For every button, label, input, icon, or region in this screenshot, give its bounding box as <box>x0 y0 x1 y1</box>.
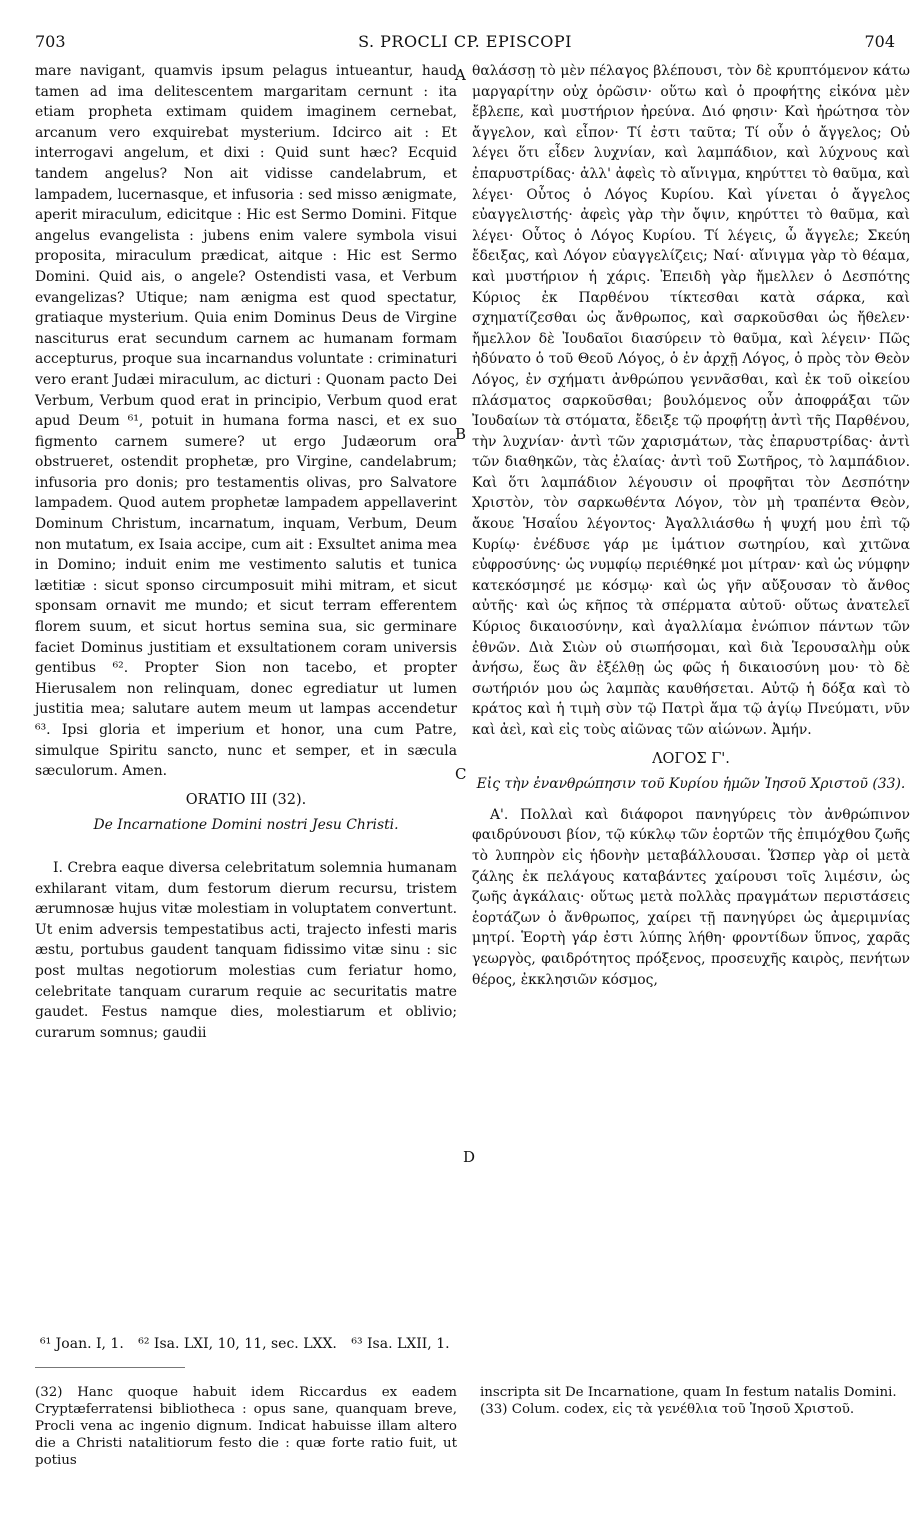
margin-letter-c: C <box>455 765 467 783</box>
scripture-footnotes <box>40 1336 900 1352</box>
greek-oration-title: ΛΟΓΟΣ Γ'. <box>652 750 730 767</box>
page-header <box>35 32 895 56</box>
latin-paragraph: mare navigant, quamvis ipsum pelagus intueantur, haud tamen ad ima delitescentem margaritam cernunt : ita etiam propheta extimam quidem imaginem cernebat, arcanum vero exquirebat mysterium. Idcirco ait : Et interrogavi angelum, et dixi : Quid sunt hæc? Ecquid tandem angelus? Non ait vidisse candelabrum, et lampadem, lucernasque, et infusoria : sed misso ænigmate, aperit miraculum, edicitque : Hic est Sermo Domini. Fitque angelus evangelista : jubens enim valere symbola visui proposita, miraculum prædicat, aitque : Hic est Sermo Domini. Quid ais, o angele? Ostendisti vasa, et Verbum evangelizas? Utique; nam ænigma est quod spectatur, gratiaque mysterium. Quia enim Dominus Deus de Virgine nasciturus erat secundum carnem ac humanam formam accepturus, proque sua incarnandus voluntate : criminaturi vero erant Judæi miraculum, ac dicturi : Quonam pacto Dei Verbum, Verbum quod erat in principio, Verbum quod erat apud Deum ⁶¹, potuit in humana forma nasci, et ex suo figmento carnem sumere? ut ergo Judæorum ora obstrueret, ostendit prophetæ, pro Virgine, candelabrum; infusoria pro donis; pro testamentis olivas, pro Salvatore lampadem. Quod autem prophetæ lampadem appellaverint Dominum Christum, incarnatum, inquam, Verbum, Deum non mutatum, ex Isaia accipe, cum ait : Exsultet anima mea in Domino; induit enim me vestimento salutis et tunica lætitiæ : sicut sponso circumposuit mihi mitram, et sicut sponsam ornavit me mundo; et sicut terram efferentem florem suum, et sicut hortus semina sua, sic germinare faciet Dominus justitiam et exsultationem coram universis gentibus ⁶². Propter Sion non tacebo, et propter Hierusalem non relinquam, donec egrediatur ut lumen justitia mea; salutare autem meum ut lampas accendetur ⁶³. Ipsi gloria et imperium et honor, una cum Patre, simulque Spiritu sancto, nunc et semper, et in sæcula sæculorum. Amen. <box>35 63 457 780</box>
margin-letter-a: A <box>455 66 466 84</box>
footnote: ⁶³ Isa. LXII, 1. <box>351 1336 450 1352</box>
right-page-number: 704 <box>864 32 895 51</box>
greek-column <box>472 61 910 990</box>
notes-divider <box>35 1367 185 1368</box>
latin-column <box>35 61 457 1043</box>
left-page-number: 703 <box>35 32 66 51</box>
greek-paragraph: θαλάσσῃ τὸ μὲν πέλαγος βλέπουσι, τὸν δὲ κρυπτόμενον κάτω μαργαρίτην οὐχ ὁρῶσιν· οὕτω καὶ ὁ προφήτης εἰκόνα μὲν ἔβλεπε, καὶ μυστήριον ἠρεύνα. Διό φησιν· Καὶ ἠρώτησα τὸν ἄγγελον, καὶ εἶπον· Τί ἐστι ταῦτα; Τί οὖν ὁ ἄγγελος; Οὐ λέγει ὅτι εἶδεν λυχνίαν, καὶ λαμπάδιον, καὶ λύχνους καὶ ἐπαρυστρίδας· ἀλλ' ἀφεὶς τὸ αἴνιγμα, κηρύττει τὸ θαῦμα, καὶ λέγει· Οὗτος ὁ Λόγος Κυρίου. Καὶ γίνεται ὁ ἄγγελος εὐαγγελιστής· ἀφεὶς γὰρ τὴν ὄψιν, κηρύττει τὸ θαῦμα, καὶ λέγει· Οὗτος ὁ Λόγος Κυρίου. Τί λέγεις, ὦ ἄγγελε; Σκεύη ἔδειξας, καὶ Λόγον εὐαγγελίζεις; Ναί· αἴνιγμα γὰρ τὸ θέαμα, καὶ μυστήριον ἡ χάρις. Ἐπειδὴ γὰρ ἤμελλεν ὁ Δεσπότης Κύριος ἐκ Παρθένου τίκτεσθαι κατὰ σάρκα, καὶ σχηματίζεσθαι ὡς ἄνθρωπος, καὶ σαρκοῦσθαι ὡς ἤθελεν· ἤμελλον δὲ Ἰουδαῖοι διασύρειν τὸ θαῦμα, καὶ λέγειν· Πῶς ἠδύνατο ὁ τοῦ Θεοῦ Λόγος, ὁ ἐν ἀρχῇ Λόγος, ὁ πρὸς τὸν Θεὸν Λόγος, ἐν σχήματι ἀνθρώπου γεννᾶσθαι, καὶ ἐκ τοῦ οἰκείου πλάσματος σαρκοῦσθαι; βουλόμενος οὖν ἀποφράξαι τῶν Ἰουδαίων τὰ στόματα, ἔδειξε τῷ προφήτῃ ἀντὶ τῆς Παρθένου, τὴν λυχνίαν· ἀντὶ τῶν χαρισμάτων, τὰς ἐπαρυστρίδας· ἀντὶ τῶν διαθηκῶν, τὰς ἐλαίας· ἀντὶ τοῦ Σωτῆρος, τὸ λαμπάδιον. Καὶ ὅτι λαμπάδιον λέγουσιν οἱ προφῆται τὸν Δεσπότην Χριστὸν, τὸν σαρκωθέντα Λόγον, τὸν μὴ τραπέντα Θεὸν, ἄκουε Ἡσαΐου λέγοντος· Ἀγαλλιάσθω ἡ ψυχή μου ἐπὶ τῷ Κυρίῳ· ἐνέδυσε γάρ με ἱμάτιον σωτηρίου, καὶ χιτῶνα εὐφροσύνης· ὡς νυμφίῳ περιέθηκέ μοι μίτραν· καὶ ὡς νύμφην κατεκόσμησέ με κόσμῳ· καὶ ὡς γῆν αὔξουσαν τὸ ἄνθος αὐτῆς· καὶ ὡς κῆπος τὰ σπέρματα αὐτοῦ· οὕτως ἀνατελεῖ Κύριος δικαιοσύνην, καὶ ἀγαλλίαμα ἐνώπιον πάντων τῶν ἐθνῶν. Διὰ Σιὼν οὐ σιωπήσομαι, καὶ διὰ Ἱερουσαλὴμ οὐκ ἀνήσω, ἕως ἂν ἐξέλθῃ ὡς φῶς ἡ δικαιοσύνη μου· τὸ δὲ σωτήριόν μου ὡς λαμπὰς καυθήσεται. Αὐτῷ ἡ δόξα καὶ τὸ κράτος καὶ ἡ τιμὴ σὺν τῷ Πατρὶ ἅμα τῷ ἁγίῳ Πνεύματι, νῦν καὶ ἀεὶ, καὶ εἰς τοὺς αἰῶνας τῶν αἰώνων. Ἀμήν. <box>472 63 910 738</box>
latin-oration-title: ORATIO III (32). <box>185 791 307 808</box>
note-text: inscripta sit De Incarnatione, quam In festum natalis Domini. <box>480 1385 897 1400</box>
editor-note-right <box>480 1384 905 1418</box>
margin-letter-d: D <box>463 1148 476 1166</box>
greek-paragraph: Α'. Πολλαὶ καὶ διάφοροι πανηγύρεις τὸν ἀνθρώπινον φαιδρύνουσι βίον, τῷ κύκλῳ τῶν ἑορτῶν τῆς ἐπιμόχθου ζωῆς τὸ λυπηρὸν εἰς ἡδονὴν μεταβάλλουσαι. Ὥσπερ γὰρ οἱ μετὰ ζάλης ἐκ πελάγους καταβάντες χαίρουσι τοῖς λιμέσιν, ὡς ζωῆς ἀγκάλαις· οὕτως μετὰ πολλὰς πραγμάτων περιστάσεις ἑορτάζων ὁ ἄνθρωπος, χαίρει τῇ πανηγύρει ὡς ἀμεριμνίας μητρί. Ἑορτὴ γάρ ἐστι λύπης λήθη· φροντίδων ὕπνος, χαρᾶς γεωργὸς, φαιδρότητος πρόξενος, προσευχῆς καιρὸς, πενήτων θέρος, ἐκκλησιῶν κόσμος, <box>472 806 910 988</box>
latin-paragraph: I. Crebra eaque diversa celebritatum solemnia humanam exhilarant vitam, dum festorum dierum recursu, tristem ærumnosæ hujus vitæ molestiam in voluptatem convertunt. Ut enim adversis tempestatibus acti, trajecto infesti maris æstu, portubus gaudent tanquam fidissimo vitæ sinu : sic post multas negotiorum molestias cum feriatur homo, celebritate tanquam curarum requie ac securitatis matre gaudet. Festus namque dies, molestiarum et oblivio; curarum somnus; gaudii <box>35 859 457 1041</box>
running-title: S. PROCLI CP. EPISCOPI <box>358 32 572 51</box>
greek-oration-subtitle: Εἰς τὴν ἐνανθρώπησιν τοῦ Κυρίου ἡμῶν Ἰησοῦ Χριστοῦ (33). <box>476 776 906 793</box>
note-text: (33) Colum. codex, εἰς τὰ γενέθλια τοῦ Ἰησοῦ Χριστοῦ. <box>480 1402 855 1417</box>
footnote: ⁶¹ Joan. I, 1. <box>40 1336 124 1352</box>
note-text: (32) Hanc quoque habuit idem Riccardus ex eadem Cryptæferratensi bibliotheca : opus sane, quanquam breve, Procli vena ac ingenio dignum. Indicat habuisse illam altero die a Christi natalitiorum festo die : quæ forte ratio fuit, ut potius <box>35 1385 457 1468</box>
editor-note-left <box>35 1384 457 1469</box>
latin-oration-subtitle: De Incarnatione Domini nostri Jesu Christi. <box>93 817 399 834</box>
footnote: ⁶² Isa. LXI, 10, 11, sec. LXX. <box>138 1336 337 1352</box>
margin-letter-b: B <box>455 425 467 443</box>
